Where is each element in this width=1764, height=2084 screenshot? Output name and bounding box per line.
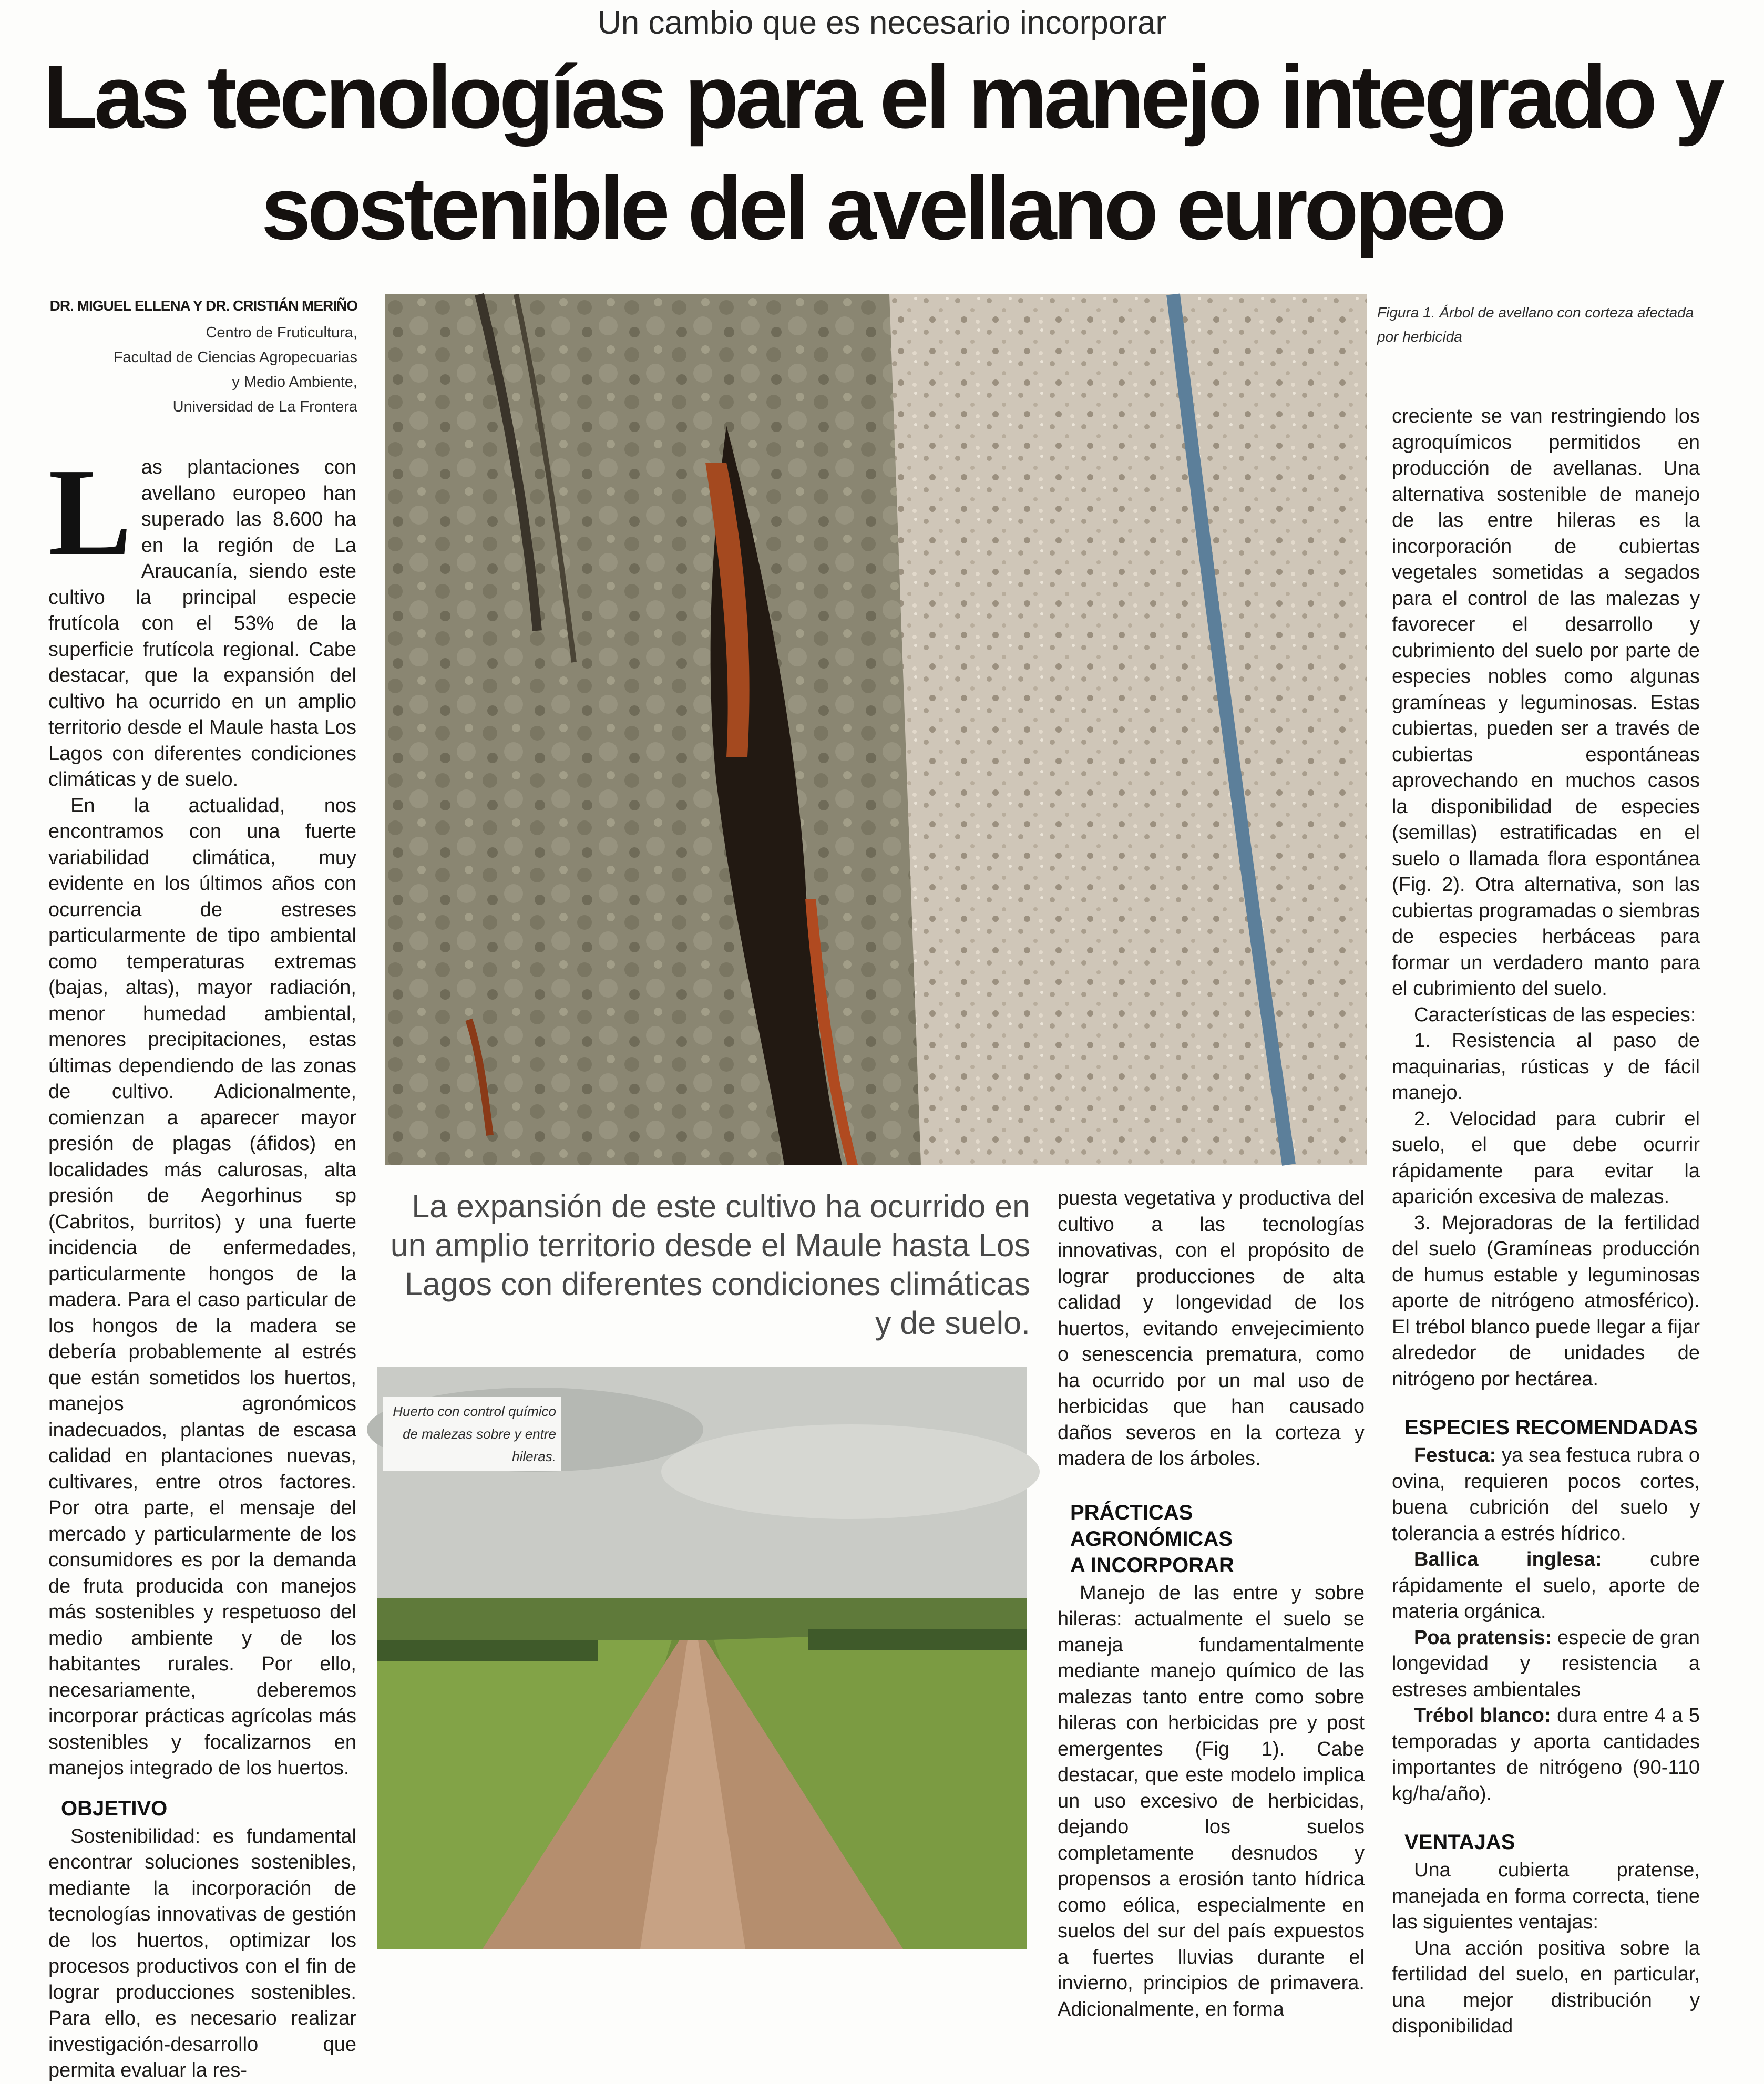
paragraph: Una cubierta pratense, manejada en forma correcta, tiene las siguientes ventajas: bbox=[1392, 1859, 1700, 1933]
column-4 bbox=[1392, 404, 1700, 2037]
species-text: especie de gran longevidad y resistencia a estreses ambientales bbox=[1392, 1626, 1700, 1701]
affiliation bbox=[32, 321, 357, 419]
paragraph: Características de las especies: bbox=[1414, 1003, 1696, 1026]
section-heading-objetivo: OBJETIVO bbox=[61, 1796, 168, 1820]
species-trebol bbox=[1392, 1703, 1700, 1807]
drop-cap: L bbox=[48, 443, 132, 581]
figure-1-photo bbox=[385, 294, 1367, 1165]
kicker: Un cambio que es necesario incorporar bbox=[597, 5, 1167, 41]
intro-paragraph bbox=[48, 443, 356, 793]
list-item: 3. Mejoradoras de la fertilidad del suelo (Gramíneas producción de humus estable y leguminosas aporte de nitrógeno atmosférico). El trébol blanco puede llegar a fijar alrededor de unidades de nitrógeno por hectárea. bbox=[1392, 1212, 1700, 1390]
paragraph: Manejo de las entre y sobre hileras: actualmente el suelo se maneja fundamentalmente mediante manejo químico de las malezas tanto entre como sobre hileras con herbicidas pre y post emergentes (Fig 1). Cabe destacar, que este modelo implica un uso excesivo de herbicidas, dejando los suelos completamente desnudos y propensos a erosión tanto hídrica como eólica, especialmente en suelos del sur del país expuestos a fuertes lluvias durante el invierno, principios de primavera. Adicionalmente, en forma bbox=[1058, 1582, 1365, 2020]
intro-text: as plantaciones con avellano europeo han superado las 8.600 ha en la región de La Araucanía, siendo este cultivo la principal especie frutícola con el 53% de la superficie frutícola regional. Cabe destacar, que la expansión del cultivo ha ocurrido en un amplio territorio desde el Maule hasta Los Lagos con diferentes condiciones climáticas y de suelo. bbox=[48, 456, 356, 791]
section-heading-especies: ESPECIES RECOMENDADAS bbox=[1404, 1416, 1698, 1439]
headline-line-2: sostenible del avellano europeo bbox=[261, 159, 1503, 259]
species-text: dura entre 4 a 5 temporadas y aporta cantidades importantes de nitrógeno (90-110 kg/ha/año). bbox=[1392, 1705, 1700, 1805]
heading-line: A INCORPORAR bbox=[1070, 1553, 1234, 1577]
paragraph: Sostenibilidad: es fundamental encontrar soluciones sostenibles, mediante la incorporación de tecnologías innovativas de gestión de los huertos, optimizar los procesos productivos con el fin de lograr producciones sostenibles. Para ello, es necesario realizar investigación-desarrollo que permita evaluar la res- bbox=[48, 1825, 356, 2081]
affiliation-line: Centro de Fruticultura, bbox=[206, 324, 357, 341]
heading-line: AGRONÓMICAS bbox=[1070, 1527, 1233, 1551]
species-label: Ballica inglesa: bbox=[1414, 1548, 1602, 1570]
headline-line-1: Las tecnologías para el manejo integrado y bbox=[43, 47, 1721, 147]
affiliation-line: y Medio Ambiente, bbox=[232, 374, 357, 391]
species-poa bbox=[1392, 1625, 1700, 1703]
species-text: ya sea festuca rubra o ovina, requieren pocos cortes, buena cubrición del suelo y tolerancia a estrés hídrico. bbox=[1392, 1444, 1700, 1545]
list-item: 1. Resistencia al paso de maquinarias, rústicas y de fácil manejo. bbox=[1392, 1030, 1700, 1104]
species-label: Festuca: bbox=[1414, 1444, 1496, 1466]
figure-1-caption: Figura 1. Árbol de avellano con corteza afectada por herbicida bbox=[1377, 304, 1694, 345]
heading-line: PRÁCTICAS bbox=[1070, 1501, 1193, 1524]
species-festuca bbox=[1392, 1443, 1700, 1547]
list-item: 2. Velocidad para cubrir el suelo, el que debe ocurrir rápidamente para evitar la aparición excesiva de malezas. bbox=[1392, 1107, 1700, 1208]
species-ballica bbox=[1392, 1547, 1700, 1625]
species-text: cubre rápidamente el suelo, aporte de materia orgánica. bbox=[1392, 1548, 1700, 1623]
authors: DR. MIGUEL ELLENA Y DR. CRISTIÁN MERIÑO bbox=[49, 297, 357, 314]
section-heading-ventajas: VENTAJAS bbox=[1404, 1831, 1515, 1854]
bark-image bbox=[385, 294, 1367, 1165]
pull-quote: La expansión de este cultivo ha ocurrido en un amplio territorio desde el Maule hasta Los Lagos con diferentes condiciones climáticas y de suelo. bbox=[390, 1188, 1030, 1341]
species-label: Trébol blanco: bbox=[1414, 1705, 1551, 1727]
column-1 bbox=[48, 443, 356, 2081]
section-heading-practicas bbox=[1070, 1500, 1365, 1578]
species-label: Poa pratensis: bbox=[1414, 1626, 1552, 1649]
affiliation-line: Facultad de Ciencias Agropecuarias bbox=[113, 349, 357, 366]
paragraph: creciente se van restringiendo los agroquímicos permitidos en producción de avellanas. Una alternativa sostenible de manejo de las entre hileras es la incorporación de cubiertas vegetales sometidas a segados para el control de las malezas y favorecer el desarrollo y cubrimiento del suelo por parte de especies nobles como algunas gramíneas y leguminosas. Estas cubiertas, pueden ser a través de cubiertas espontáneas aprovechando en muchos casos la disponibilidad de especies (semillas) estratificadas en el suelo o llamada flora espontánea (Fig. 2). Otra alternativa, son las cubiertas programadas o siembras de especies herbáceas para formar un verdadero manto para el cubrimiento del suelo. bbox=[1392, 405, 1700, 1000]
byline bbox=[32, 297, 357, 419]
paragraph: puesta vegetativa y productiva del cultivo a las tecnologías innovativas, con el propósito de lograr producciones de alta calidad y longevidad de los huertos, evitando envejecimiento o senescencia prematura, como ha ocurrido por un mal uso de herbicidas que han causado daños severos en la corteza y madera de los árboles. bbox=[1058, 1187, 1365, 1470]
affiliation-line: Universidad de La Frontera bbox=[172, 398, 357, 415]
column-3 bbox=[1058, 1186, 1365, 2020]
figure-2-caption: Huerto con control químico de malezas sobre y entre hileras. bbox=[383, 1397, 561, 1471]
paragraph: En la actualidad, nos encontramos con una fuerte variabilidad climática, muy evidente en los últimos años con ocurrencia de estreses particularmente de tipo ambiental como temperaturas extremas (bajas, altas), mayor radiación, menor humedad ambiental, menores precipitaciones, estas últimas dependiendo de las zonas de cultivo. Adicionalmente, comienzan a aparecer mayor presión de plagas (áfidos) en localidades más calurosas, alta presión de Aegorhinus sp (Cabritos, burritos) y una fuerte incidencia de enfermedades, particularmente hongos de la madera. Para el caso particular de los hongos de la madera se debería probablemente al estrés que están sometidos los huertos, manejos agronómicos inadecuados, plantas de escasa calidad en plantaciones nuevas, cultivares, entre otros factores. Por otra parte, el mensaje del mercado y particularmente de los consumidores es por la demanda de fruta producida con manejos más sostenibles y respetuoso del medio ambiente y de los habitantes rurales. Por ello, necesariamente, deberemos incorporar prácticas agrícolas más sostenibles y focalizarnos en manejos integrado de los huertos. bbox=[48, 794, 356, 1779]
paragraph: Una acción positiva sobre la fertilidad del suelo, en particular, una mejor distribución y disponibilidad bbox=[1392, 1937, 1700, 2037]
